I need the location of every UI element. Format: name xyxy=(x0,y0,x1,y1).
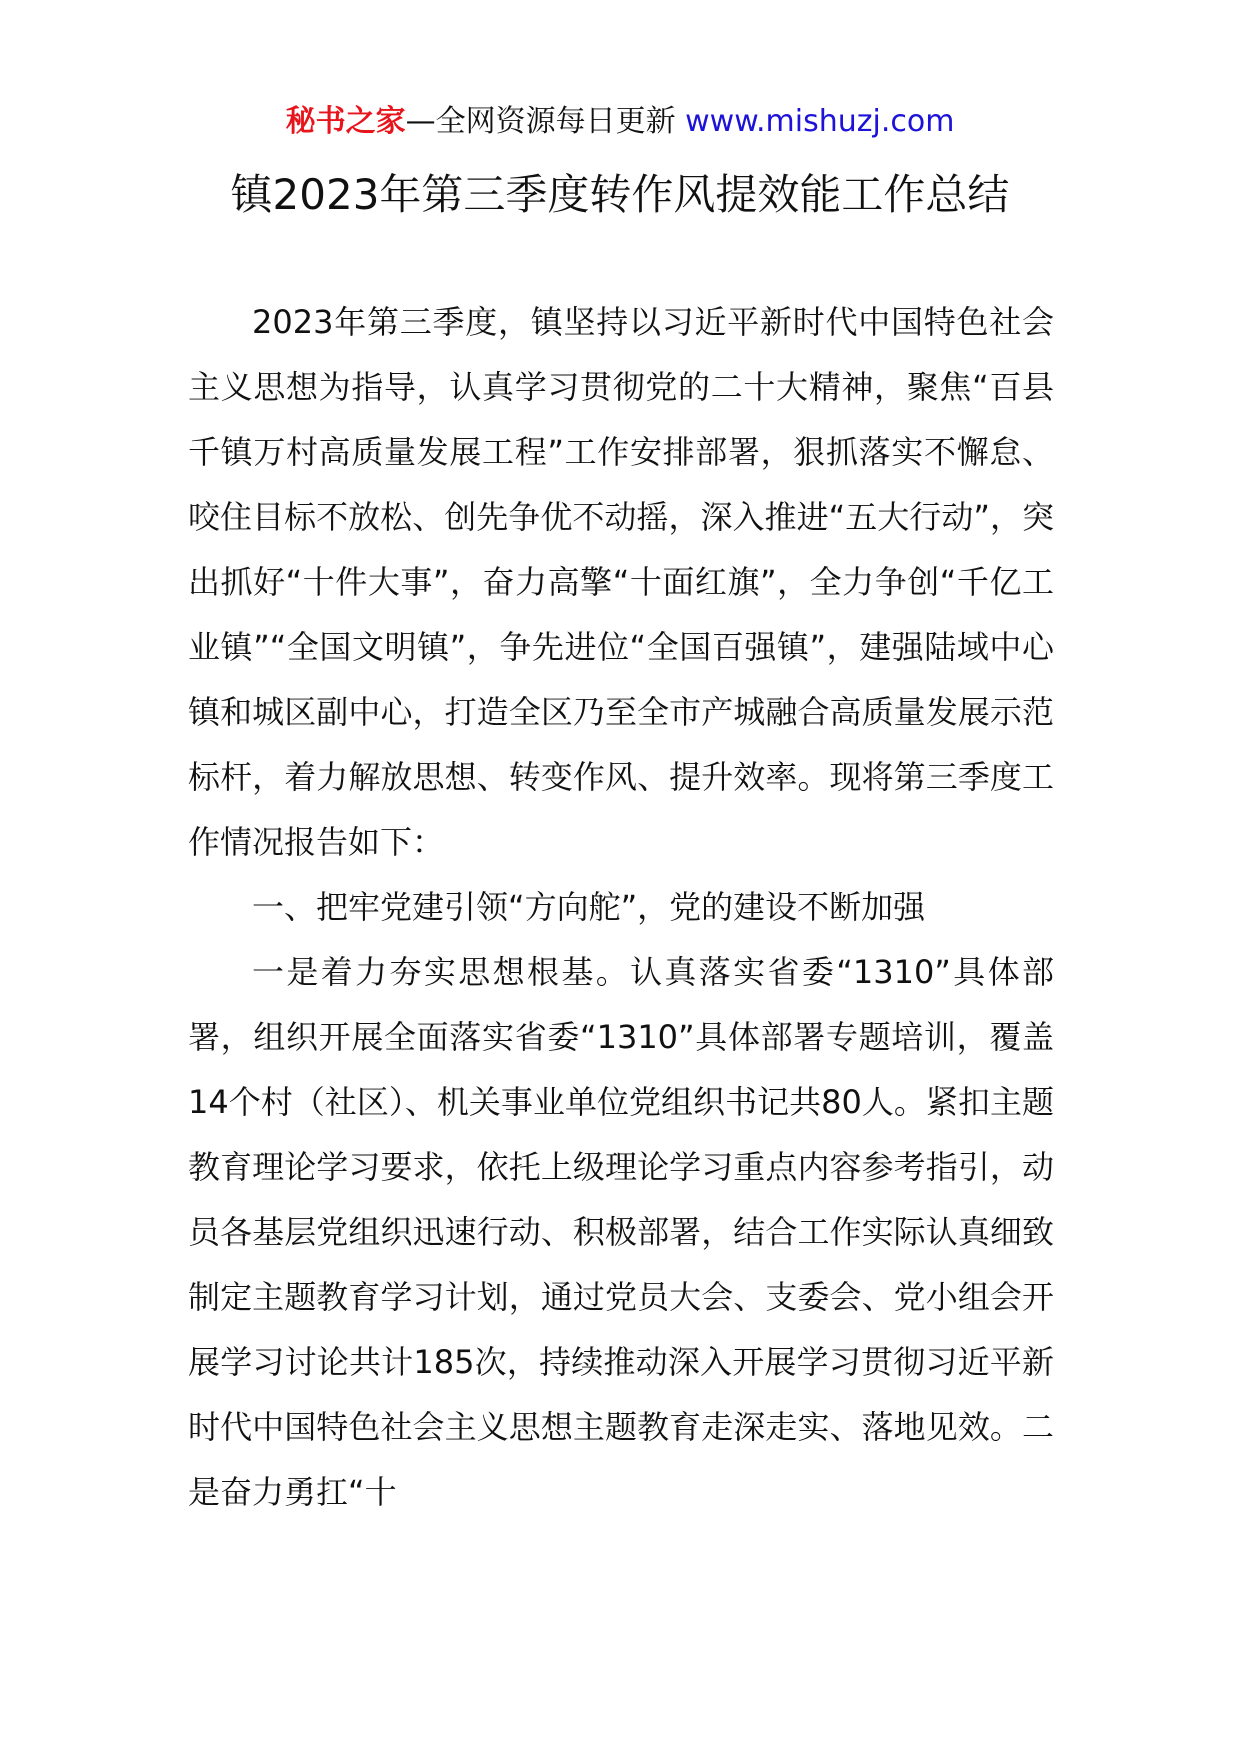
site-tagline: —全网资源每日更新 xyxy=(405,104,686,139)
intro-paragraph: 2023年第三季度，镇坚持以习近平新时代中国特色社会主义思想为指导，认真学习贯彻党的二十大精神，聚焦“百县千镇万村高质量发展工程”工作安排部署，狠抓落实不懈怠、咬住目标不放松、创先争优不动摇，深入推进“五大行动”，突出抓好“十件大事”，奋力高擎“十面红旗”，全力争创“千亿工业镇”“全国文明镇”，争先进位“全国百强镇”，建强陆域中心镇和城区副中心，打造全区乃至全市产城融合高质量发展示范标杆，着力解放思想、转变作风、提升效率。现将第三季度工作情况报告如下： xyxy=(188,303,1054,861)
page-title: 镇2023年第三季度转作风提效能工作总结 xyxy=(230,170,1010,219)
document-body xyxy=(188,290,1054,1525)
site-header xyxy=(0,102,1240,142)
body-paragraph: 一是着力夯实思想根基。认真落实省委“1310”具体部署，组织开展全面落实省委“1310”具体部署专题培训，覆盖14个村（社区）、机关事业单位党组织书记共80人。紧扣主题教育理论学习要求，依托上级理论学习重点内容参考指引，动员各基层党组织迅速行动、积极部署，结合工作实际认真细致制定主题教育学习计划，通过党员大会、支委会、党小组会开展学习讨论共计185次，持续推动深入开展学习贯彻习近平新时代中国特色社会主义思想主题教育走深走实、落地见效。二是奋力勇扛“十 xyxy=(188,953,1054,1511)
section-heading: 一、把牢党建引领“方向舵”，党的建设不断加强 xyxy=(252,888,926,926)
brand-name: 秘书之家 xyxy=(285,104,406,139)
site-url: www.mishuzj.com xyxy=(685,104,955,139)
